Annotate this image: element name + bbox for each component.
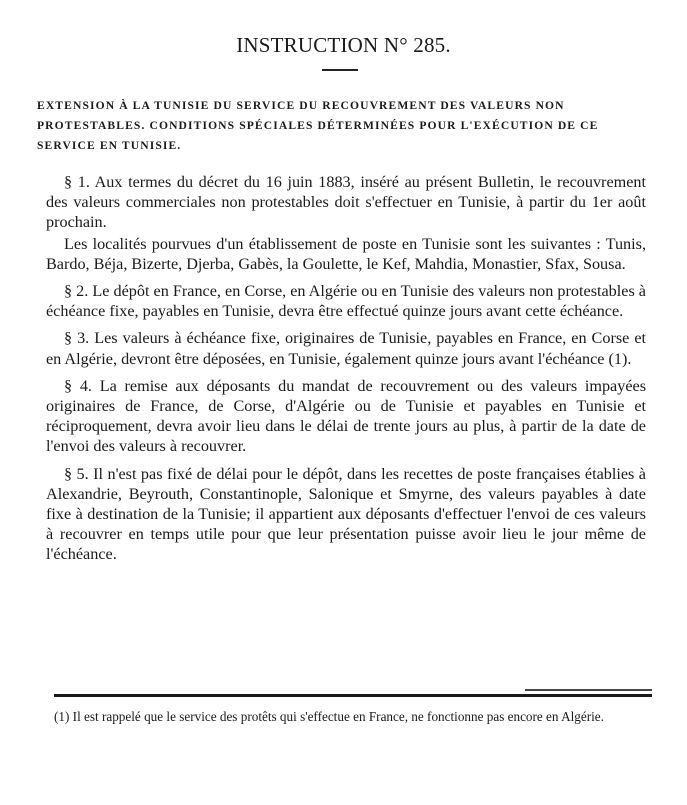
footnote-divider-thin [525, 689, 652, 691]
paragraph-1: § 1. Aux termes du décret du 16 juin 1883, inséré au présent Bulletin, le recouvrement des valeurs commerciales non protestables doit s'effectuer en Tunisie, à partir du 1er août prochain. [46, 173, 646, 232]
paragraph-3: § 3. Les valeurs à échéance fixe, originaires de Tunisie, payables en France, en Corse et en Algérie, devront être déposées, en Tunisie, également quinze jours avant l'échéance (1). [46, 329, 646, 368]
paragraph-localites: Les localités pourvues d'un établissement de poste en Tunisie sont les suivantes : Tunis, Bardo, Béja, Bizerte, Djerba, Gabès, la Goulette, le Kef, Mahdia, Monastier, Sfax, Sousa. [46, 234, 646, 273]
document-title: INSTRUCTION N° 285. [236, 33, 451, 57]
footnote-divider [54, 694, 652, 697]
paragraph-5: § 5. Il n'est pas fixé de délai pour le dépôt, dans les recettes de poste françaises établies à Alexandrie, Beyrouth, Constantinople, Salonique et Smyrne, des valeurs payables à date fixe à destination de la Tunisie; il appartient aux déposants d'effectuer l'envoi de ces valeurs à recouvrer en temps utile pour que leur présentation puisse avoir lieu le jour même de l'échéance. [46, 464, 646, 564]
paragraph-2: § 2. Le dépôt en France, en Corse, en Algérie ou en Tunisie des valeurs non protestables à échéance fixe, payables en Tunisie, devra être effectué quinze jours avant cette échéance. [46, 282, 646, 321]
footnote: (1) Il est rappelé que le service des protêts qui s'effectue en France, ne fonctionne pas encore en Algérie. [54, 709, 604, 724]
document-body [46, 172, 646, 572]
title-divider [322, 69, 358, 71]
section-heading: EXTENSION À LA TUNISIE DU SERVICE DU RECOUVREMENT DES VALEURS NON PROTESTABLES. CONDITIONS SPÉCIALES DÉTERMINÉES POUR L'EXÉCUTION DE CE SERVICE EN TUNISIE. [37, 99, 599, 152]
paragraph-4: § 4. La remise aux déposants du mandat de recouvrement ou des valeurs impayées originaires de France, de Corse, d'Algérie ou de Tunisie et payables en Tunisie et réciproquement, devra avoir lieu dans le délai de trente jours au plus, à partir de la date de l'envoi des valeurs à recouvrer. [46, 376, 646, 456]
